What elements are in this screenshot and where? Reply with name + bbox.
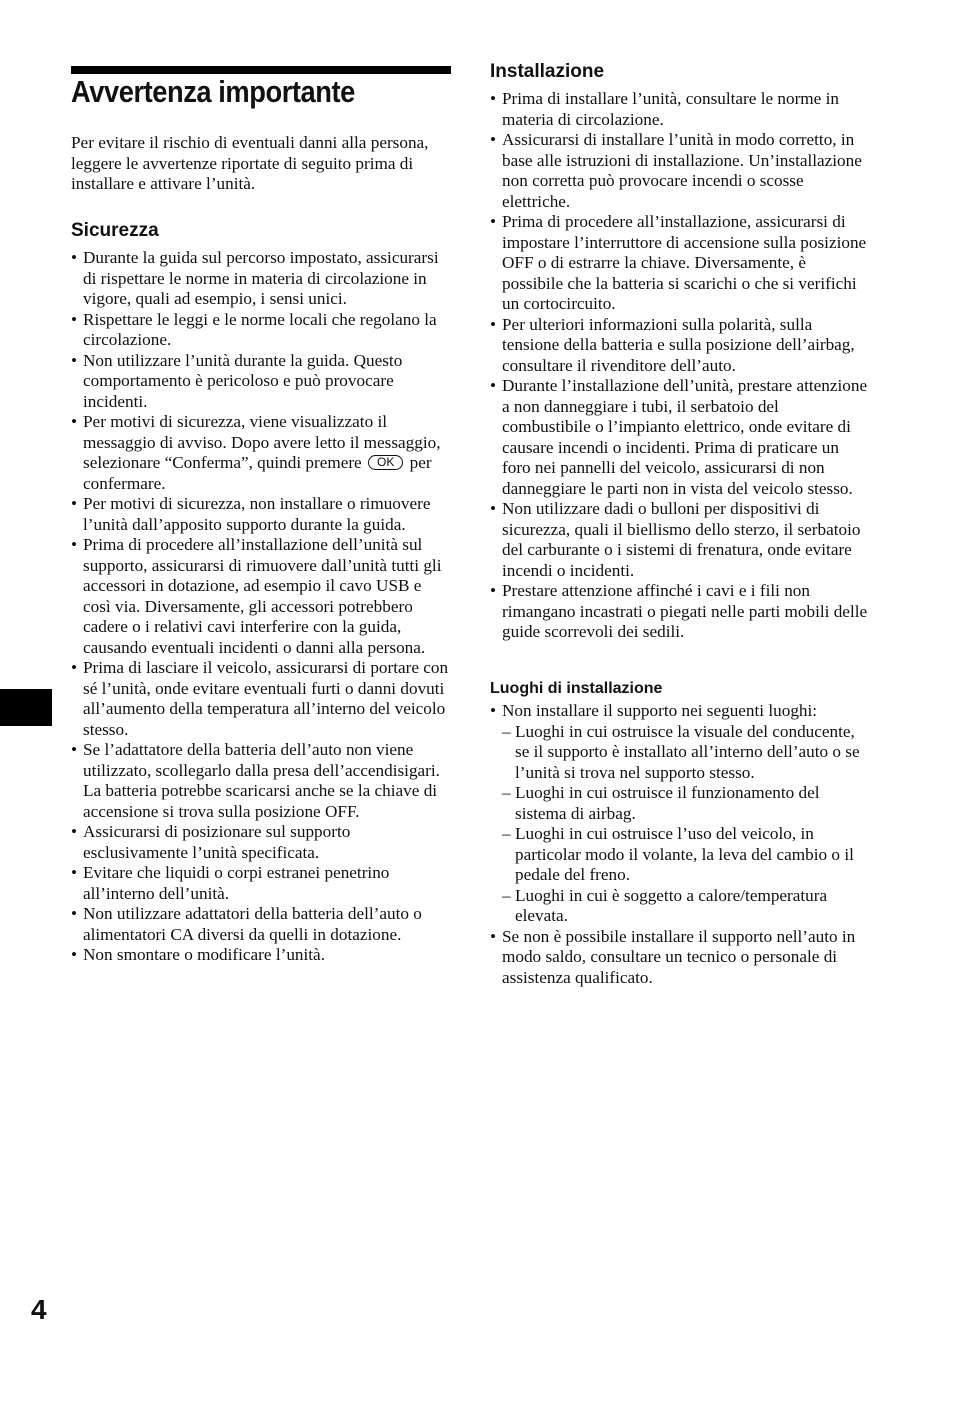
list-item: • Prima di lasciare il veicolo, assicurarsi di portare con sé l’unità, onde evitare eventuali furti o danni dovuti all’aumento della temperatura all’interno del veicolo stesso. [71,658,449,739]
list-item: • Assicurarsi di installare l’unità in modo corretto, in base alle istruzioni di installazione. Un’installazione non corretta può provocare incendi o scosse elettriche. [490,130,862,211]
list-item: • Prestare attenzione affinché i cavi e i fili non rimangano incastrati o piegati nelle parti mobili delle guide scorrevoli dei sedili. [490,581,868,641]
intro-paragraph: Per evitare il rischio di eventuali danni alla persona, leggere le avvertenze riportate di seguito prima di installare e attivare l’unità. [71,133,429,193]
list-item: • Non utilizzare l’unità durante la guida. Questo comportamento è pericoloso e può provocare incidenti. [71,350,403,411]
list-item: • Durante l’installazione dell’unità, prestare attenzione a non danneggiare i tubi, il serbatoio del combustibile o l’impianto elettrico, onde evitare di causare incendi o incidenti. Prima di praticare un foro nei pannelli del veicolo, assicurarsi di non danneggiare le parti non in vista del veicolo stesso. [490,376,868,498]
list-item: • Non utilizzare dadi o bulloni per dispositivi di sicurezza, quali il biellismo dello sterzo, il serbatoio del carburante o i sistemi di frenatura, onde evitare incendi o incidenti. [490,499,861,580]
list-item: • Prima di installare l’unità, consultare le norme in materia di circolazione. [490,89,839,129]
list-item: • Se l’adattatore della batteria dell’auto non viene utilizzato, scollegarlo dalla presa dell’accendisigari. La batteria potrebbe scaricarsi anche se la chiave di accensione si trova sulla posizione OFF. [71,740,440,821]
sub-list-item: – Luoghi in cui ostruisce l’uso del veicolo, in particolar modo il volante, la leva del cambio o il pedale del freno. [502,824,854,884]
section-heading-installazione: Installazione [490,61,605,82]
section-heading-sicurezza: Sicurezza [71,220,159,241]
section-tab-marker [0,689,52,726]
installazione-list [490,89,870,643]
list-item: • Evitare che liquidi o corpi estranei penetrino all’interno dell’unità. [71,863,390,903]
luoghi-sublist [502,722,870,927]
sub-list-item: – Luoghi in cui ostruisce la visuale del conducente, se il supporto è installato all’interno dell’auto o se l’unità si trova nel supporto stesso. [502,721,860,782]
title-rule [71,66,451,74]
ok-button-symbol: OK [368,455,403,470]
luoghi-list [490,701,870,988]
list-item: • Non utilizzare adattatori della batteria dell’auto o alimentatori CA diversi da quelli in dotazione. [71,904,422,944]
page-number: 4 [31,1294,47,1325]
list-item: • Assicurarsi di posizionare sul supporto esclusivamente l’unità specificata. [71,822,351,862]
list-item: • Prima di procedere all’installazione dell’unità sul supporto, assicurarsi di rimuovere dall’unità tutti gli accessori in dotazione, ad esempio il cavo USB e così via. Diversamente, gli accessori potrebbero cadere o i relativi cavi interferire con la guida, causando eventuali incidenti o danni alla persona. [71,535,442,657]
sub-list-item: – Luoghi in cui è soggetto a calore/temperatura elevata. [502,885,828,925]
subsection-heading-luoghi: Luoghi di installazione [490,680,663,697]
list-item: • Per ulteriori informazioni sulla polarità, sulla tensione della batteria e sulla posizione dell’airbag, consultare il rivenditore dell’auto. [490,314,855,375]
list-item: • Se non è possibile installare il supporto nell’auto in modo saldo, consultare un tecnico o personale di assistenza qualificato. [490,926,856,987]
list-item: • Rispettare le leggi e le norme locali che regolano la circolazione. [71,309,437,349]
list-item: • Prima di procedere all’installazione, assicurarsi di impostare l’interruttore di accensione sulla posizione OFF o di estrarre la chiave. Diversamente, è possibile che la batteria si scarichi o che si verifichi un cortocircuito. [490,212,867,313]
sub-list-item: – Luoghi in cui ostruisce il funzionamento del sistema di airbag. [502,783,820,823]
list-item: • Non installare il supporto nei seguenti luoghi: – Luoghi in cui ostruisce la visuale del conducente, se il supporto è installato all’interno dell’auto o se l’unità si trova nel supporto stesso. – Luoghi in cui ostruisce il funzionamento del sistema di airbag. – Luoghi in cui ostruisce l’uso del veicolo, in particolar modo il volante, la leva del cambio o il pedale del freno. – Luoghi in cui è soggetto a calore/temperatura elevata. [490,701,870,927]
sicurezza-list [71,248,451,966]
page-title: Avvertenza importante [71,74,355,109]
list-item: • Per motivi di sicurezza, non installare o rimuovere l’unità dall’apposito supporto durante la guida. [71,494,431,534]
list-item: • Non smontare o modificare l’unità. [71,945,325,964]
list-item: • Per motivi di sicurezza, viene visualizzato il messaggio di avviso. Dopo avere letto il messaggio, selezionare “Conferma”, quindi premere OK per confermare. [71,412,441,493]
list-item: • Durante la guida sul percorso impostato, assicurarsi di rispettare le norme in materia di circolazione in vigore, quali ad esempio, i sensi unici. [71,248,439,308]
